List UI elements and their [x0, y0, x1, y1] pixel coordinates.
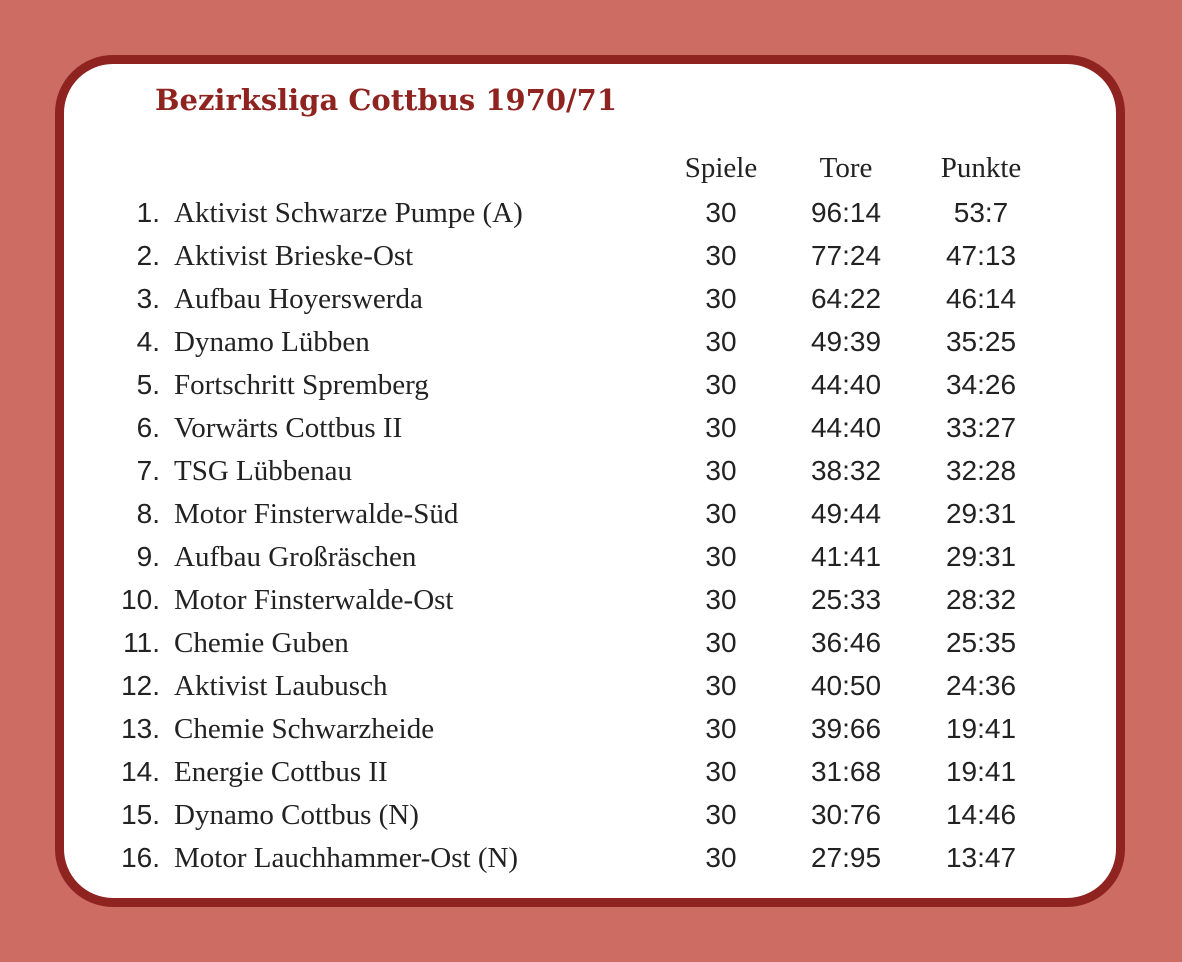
team-name: Chemie Guben: [174, 627, 349, 659]
rank-cell: 14.: [121, 756, 160, 787]
spiele-cell: 30: [705, 412, 737, 443]
rank-cell: 3.: [136, 283, 160, 314]
rank-cell: 6.: [136, 412, 160, 443]
team-name: Aktivist Schwarze Pumpe (A): [174, 197, 523, 229]
rank-cell: 15.: [121, 799, 160, 830]
spiele-cell: 30: [705, 799, 737, 830]
tore-cell: 27:95: [810, 842, 882, 873]
punkte-cell: 25:35: [945, 627, 1017, 658]
rank-cell: 7.: [136, 455, 160, 486]
punkte-cell: 47:13: [945, 240, 1017, 271]
team-name: Aktivist Laubusch: [174, 670, 388, 702]
header-spiele: Spiele: [684, 152, 758, 184]
rank-cell: 13.: [121, 713, 160, 744]
rank-cell: 5.: [136, 369, 160, 400]
header-punkte: Punkte: [940, 152, 1022, 184]
rank-cell: 2.: [136, 240, 160, 271]
tore-cell: 64:22: [810, 283, 882, 314]
tore-cell: 41:41: [810, 541, 882, 572]
punkte-cell: 19:41: [945, 756, 1017, 787]
spiele-cell: 30: [705, 369, 737, 400]
tore-cell: 25:33: [810, 584, 882, 615]
spiele-cell: 30: [705, 197, 737, 228]
rank-cell: 11.: [123, 627, 160, 658]
rank-cell: 8.: [136, 498, 160, 529]
tore-cell: 31:68: [810, 756, 882, 787]
spiele-cell: 30: [705, 670, 737, 701]
tore-cell: 77:24: [810, 240, 882, 271]
header-tore: Tore: [819, 152, 873, 184]
tore-cell: 30:76: [810, 799, 882, 830]
team-name: Aufbau Großräschen: [174, 541, 417, 573]
punkte-cell: 28:32: [945, 584, 1017, 615]
punkte-cell: 35:25: [945, 326, 1017, 357]
tore-cell: 49:39: [810, 326, 882, 357]
spiele-cell: 30: [705, 283, 737, 314]
spiele-cell: 30: [705, 455, 737, 486]
rank-cell: 10.: [121, 584, 160, 615]
punkte-cell: 53:7: [953, 197, 1009, 228]
table-title: Bezirksliga Cottbus 1970/71: [155, 83, 618, 117]
team-name: Motor Finsterwalde-Ost: [174, 584, 454, 616]
punkte-cell: 19:41: [945, 713, 1017, 744]
team-name: Aufbau Hoyerswerda: [174, 283, 423, 315]
spiele-cell: 30: [705, 842, 737, 873]
tore-cell: 38:32: [810, 455, 882, 486]
spiele-cell: 30: [705, 326, 737, 357]
punkte-cell: 13:47: [945, 842, 1017, 873]
rank-cell: 1.: [136, 197, 160, 228]
punkte-cell: 46:14: [945, 283, 1017, 314]
punkte-cell: 29:31: [945, 498, 1017, 529]
punkte-cell: 32:28: [945, 455, 1017, 486]
punkte-cell: 33:27: [945, 412, 1017, 443]
spiele-cell: 30: [705, 584, 737, 615]
team-name: Motor Lauchhammer-Ost (N): [174, 842, 519, 874]
tore-cell: 44:40: [810, 412, 882, 443]
spiele-cell: 30: [705, 498, 737, 529]
team-name: Dynamo Cottbus (N): [174, 799, 419, 831]
tore-cell: 96:14: [810, 197, 882, 228]
spiele-cell: 30: [705, 627, 737, 658]
tore-cell: 36:46: [810, 627, 882, 658]
spiele-cell: 30: [705, 713, 737, 744]
team-name: Motor Finsterwalde-Süd: [174, 498, 459, 530]
team-name: Chemie Schwarzheide: [174, 713, 435, 745]
tore-cell: 49:44: [810, 498, 882, 529]
team-name: Aktivist Brieske-Ost: [174, 240, 414, 272]
punkte-cell: 29:31: [945, 541, 1017, 572]
spiele-cell: 30: [705, 240, 737, 271]
tore-cell: 39:66: [810, 713, 882, 744]
spiele-cell: 30: [705, 756, 737, 787]
rank-cell: 16.: [121, 842, 160, 873]
punkte-cell: 14:46: [945, 799, 1017, 830]
tore-cell: 40:50: [810, 670, 882, 701]
rank-cell: 12.: [121, 670, 160, 701]
team-name: Energie Cottbus II: [174, 756, 388, 788]
team-name: Dynamo Lübben: [174, 326, 370, 358]
rank-cell: 9.: [136, 541, 160, 572]
team-name: TSG Lübbenau: [174, 455, 352, 487]
tore-cell: 44:40: [810, 369, 882, 400]
punkte-cell: 34:26: [945, 369, 1017, 400]
team-name: Vorwärts Cottbus II: [174, 412, 403, 444]
spiele-cell: 30: [705, 541, 737, 572]
team-name: Fortschritt Spremberg: [174, 369, 429, 401]
rank-cell: 4.: [136, 326, 160, 357]
punkte-cell: 24:36: [945, 670, 1017, 701]
